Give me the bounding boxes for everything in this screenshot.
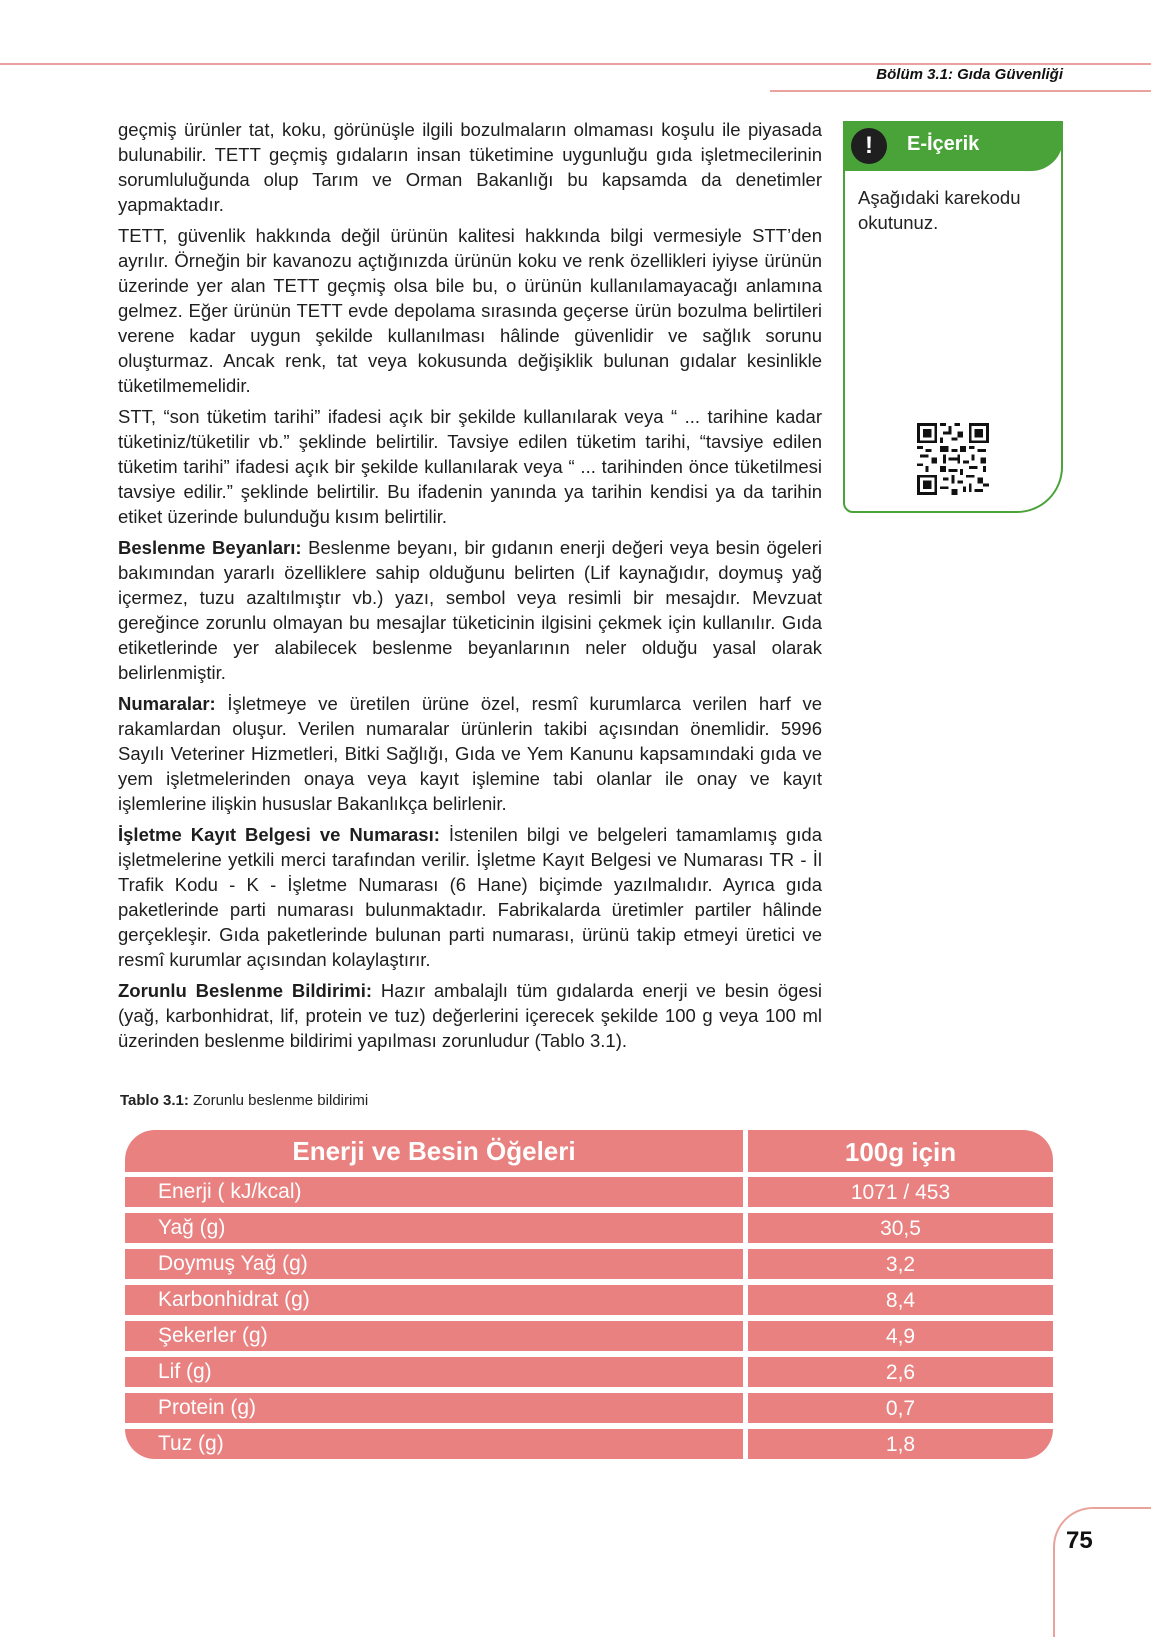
- nutrition-table: [125, 1130, 1053, 1460]
- paragraph: [118, 691, 822, 816]
- header-rule-lower: [770, 90, 1151, 92]
- qr-code-icon[interactable]: [917, 423, 989, 495]
- paragraph-text: Beslenme beyanı, bir gıdanın enerji değeri veya besin ögeleri bakımından yararlı özelliklere sahip olduğunu belirten (Lif kaynağıdır, doymuş yağ içermez, tuzu azaltılmıştır vb.) yazı, sembol veya resimli bir mesajdır. Mevzuat gereğince zorunlu olmayan bu mesajlar tüketicinin ilgisini çekmek için kullanılır. Gıda etiketlerinde yer alabilecek beslenme beyanlarının neler olduğu yasal olarak belirlenmiştir.: [118, 537, 822, 683]
- e-content-header: [843, 121, 1063, 171]
- table-caption: [120, 1092, 368, 1109]
- main-text: [118, 117, 822, 1059]
- table-row-value: 0,7: [748, 1393, 1053, 1423]
- table-row-label: Tuz (g): [125, 1429, 743, 1459]
- table-row-value: 8,4: [748, 1285, 1053, 1315]
- table-row-label: Doymuş Yağ (g): [125, 1249, 743, 1279]
- table-caption-text: Zorunlu beslenme bildirimi: [193, 1092, 369, 1109]
- e-content-title: E-İçerik: [907, 133, 980, 155]
- paragraph-heading: Zorunlu Beslenme Bildirimi:: [118, 980, 373, 1001]
- table-caption-label: Tablo 3.1:: [120, 1092, 189, 1109]
- table-row-value: 30,5: [748, 1213, 1053, 1243]
- paragraph-heading: Beslenme Beyanları:: [118, 537, 302, 558]
- table-row-value: 1,8: [748, 1429, 1053, 1459]
- paragraph: [118, 535, 822, 685]
- paragraph-text: İşletmeye ve üretilen ürüne özel, resmî kurumlarca verilen harf ve rakamlardan oluşur. Verilen numaralar ürünlerin takibi açısından önemlidir. 5996 Sayılı Veteriner Hizmetleri, Bitki Sağlığı, Gıda ve Yem Kanunu kapsamındaki gıda ve yem işletmelerinden onaya veya kayıt işlemine tabi olanlar ile onay ve kayıt işlemlerine ilişkin hususlar Bakanlıkça belirlenir.: [118, 693, 822, 814]
- table-row-value: 4,9: [748, 1321, 1053, 1351]
- table-row-value: 2,6: [748, 1357, 1053, 1387]
- e-content-text: Aşağıdaki karekodu okutunuz.: [858, 187, 1021, 233]
- table-row-value: 1071 / 453: [748, 1177, 1053, 1207]
- e-content-box: [843, 121, 1063, 513]
- chapter-title: Bölüm 3.1: Gıda Güvenliği: [876, 66, 1063, 83]
- paragraph: geçmiş ürünler tat, koku, görünüşle ilgili bozulmaların olmaması koşulu ile piyasada bulunabilir. TETT geçmiş gıdaların insan tüketimine uygunluğu gıda işletmecilerinin sorumluluğunda olup Tarım ve Orman Bakanlığı bu kapsamda da denetimler yapmaktadır.: [118, 119, 822, 215]
- paragraph: TETT, güvenlik hakkında değil ürünün kalitesi hakkında bilgi vermesiyle STT’den ayrılır. Örneğin bir kavanozu açtığınızda ürünün koku ve renk özellikleri iyiyse ürünün üzerinde yer alan TETT geçmiş olsa bile bu, o ürünün kullanılamayacağı anlamına gelmez. Eğer ürünün TETT evde depolama sırasında geçerse ürün bozulma belirtileri verene kadar uygun şekilde kullanılması hâlinde güvenlidir ve sağlık sorunu oluşturmaz. Ancak renk, tat veya kokusunda değişiklik bulunan gıdalar kesinlikle tüketilmemelidir.: [118, 225, 822, 396]
- paragraph-heading: Numaralar:: [118, 693, 216, 714]
- paragraph: STT, “son tüketim tarihi” ifadesi açık bir şekilde kullanılarak veya “ ... tarihine kadar tüketiniz/tüketilir vb.” şeklinde belirtilir. Tavsiye edilen tüketim tarihi, “tavsiye edilen tüketim tarihi” ifadesi açık bir şekilde kullanılarak veya “ ... tarihinden önce tüketilmesi tavsiye edilir.” şeklinde belirtilir. Bu ifadenin yanında ya tarihin kendisi ya da tarihin etiket üzerinde bulunduğu kısım belirtilir.: [118, 406, 822, 527]
- paragraph-heading: İşletme Kayıt Belgesi ve Numarası:: [118, 824, 440, 845]
- table-header-nutrients: Enerji ve Besin Öğeleri: [125, 1130, 743, 1172]
- page-number: 75: [1066, 1527, 1093, 1554]
- paragraph-text: Hazır ambalajlı tüm gıdalarda enerji ve besin ögesi (yağ, karbonhidrat, lif, protein ve tuz) değerlerini içerecek şekilde 100 g veya 100 ml üzerinden beslenme bildirimi yapılması zorunludur (Tablo 3.1).: [118, 980, 822, 1051]
- table-row-value: 3,2: [748, 1249, 1053, 1279]
- table-header-per-100g: 100g için: [748, 1130, 1053, 1172]
- table-row-label: Protein (g): [125, 1393, 743, 1423]
- table-row-label: Yağ (g): [125, 1213, 743, 1243]
- table-row-label: Enerji ( kJ/kcal): [125, 1177, 743, 1207]
- paragraph-text: İstenilen bilgi ve belgeleri tamamlamış gıda işletmelerine yetkili merci tarafından verilir. İşletme Kayıt Belgesi ve Numarası TR - İl Trafik Kodu - K - İşletme Numarası (6 Hane) biçimde yazılmalıdır. Ayrıca gıda paketlerinde parti numarası bulunmaktadır. Fabrikalarda üretimler partiler hâlinde gerçekleşir. Gıda paketlerinde bulunan parti numarası, ürünü takip etmeyi üretici ve resmî kurumlar açısından kolaylaştırır.: [118, 824, 822, 970]
- header-rule: [0, 63, 1151, 65]
- exclamation-icon: !: [851, 128, 887, 164]
- table-row-label: Karbonhidrat (g): [125, 1285, 743, 1315]
- table-row-label: Şekerler (g): [125, 1321, 743, 1351]
- paragraph: [118, 978, 822, 1053]
- table-row-label: Lif (g): [125, 1357, 743, 1387]
- paragraph: [118, 822, 822, 972]
